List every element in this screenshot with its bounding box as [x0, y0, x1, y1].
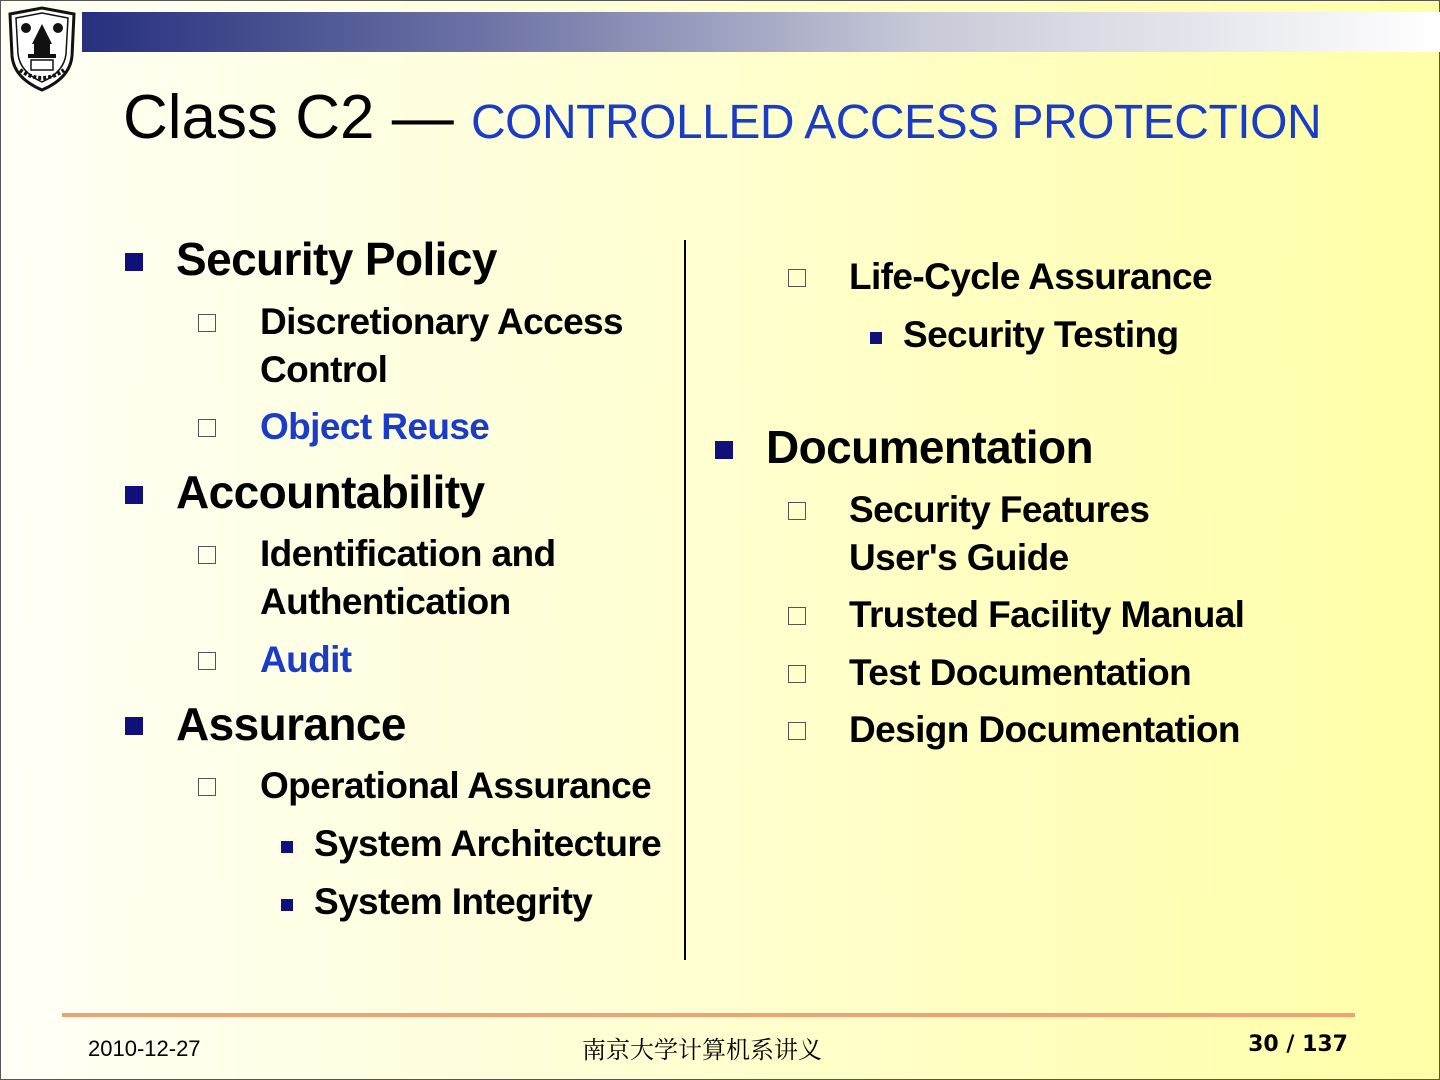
bullet-box-icon	[788, 722, 806, 740]
footer-course-title: 南京大学计算机系讲义	[582, 1036, 822, 1064]
bullet-small-square-icon	[870, 332, 882, 344]
item-security-features-line2: User's Guide	[849, 537, 1069, 578]
title-subtitle: CONTROLLED ACCESS PROTECTION	[470, 96, 1322, 149]
slide-title	[123, 82, 1321, 153]
item-life-cycle-assurance: Life-Cycle Assurance	[849, 256, 1212, 297]
item-security-testing: Security Testing	[903, 314, 1179, 355]
item-assurance: Assurance	[176, 698, 406, 750]
item-documentation: Documentation	[766, 421, 1093, 473]
item-discretionary-access-line2: Control	[260, 349, 388, 390]
item-identification-line1: Identification and	[260, 533, 556, 574]
item-security-policy: Security Policy	[176, 233, 497, 285]
item-trusted-facility-manual: Trusted Facility Manual	[849, 594, 1245, 635]
item-discretionary-access-line1: Discretionary Access	[260, 301, 624, 342]
item-system-integrity: System Integrity	[314, 881, 593, 922]
bullet-box-icon	[198, 652, 216, 670]
header-gradient-bar	[82, 12, 1440, 52]
item-test-documentation: Test Documentation	[849, 652, 1192, 693]
bullet-box-icon	[198, 778, 216, 796]
bullet-box-icon	[198, 546, 216, 564]
bullet-square-icon	[125, 486, 143, 504]
item-object-reuse: Object Reuse	[260, 406, 490, 447]
bullet-small-square-icon	[281, 899, 293, 911]
item-design-documentation: Design Documentation	[849, 709, 1240, 750]
item-identification-line2: Authentication	[260, 581, 511, 622]
title-main: Class C2 —	[123, 83, 471, 152]
bullet-small-square-icon	[281, 841, 293, 853]
bullet-box-icon	[788, 269, 806, 287]
item-security-features-line1: Security Features	[849, 489, 1150, 530]
footer-divider	[62, 1013, 1355, 1017]
item-system-architecture: System Architecture	[314, 823, 662, 864]
column-divider	[684, 240, 686, 960]
bullet-box-icon	[788, 607, 806, 625]
item-audit: Audit	[260, 639, 352, 680]
university-logo	[4, 4, 80, 94]
bullet-box-icon	[788, 502, 806, 520]
bullet-box-icon	[788, 665, 806, 683]
item-accountability: Accountability	[176, 466, 485, 518]
bullet-box-icon	[198, 314, 216, 332]
bullet-box-icon	[198, 419, 216, 437]
page-number: 30 / 137	[1248, 1032, 1348, 1057]
bullet-square-icon	[125, 717, 143, 735]
footer-date: 2010-12-27	[88, 1036, 201, 1061]
item-operational-assurance: Operational Assurance	[260, 765, 652, 806]
bullet-square-icon	[125, 253, 143, 271]
bullet-square-icon	[715, 441, 733, 459]
